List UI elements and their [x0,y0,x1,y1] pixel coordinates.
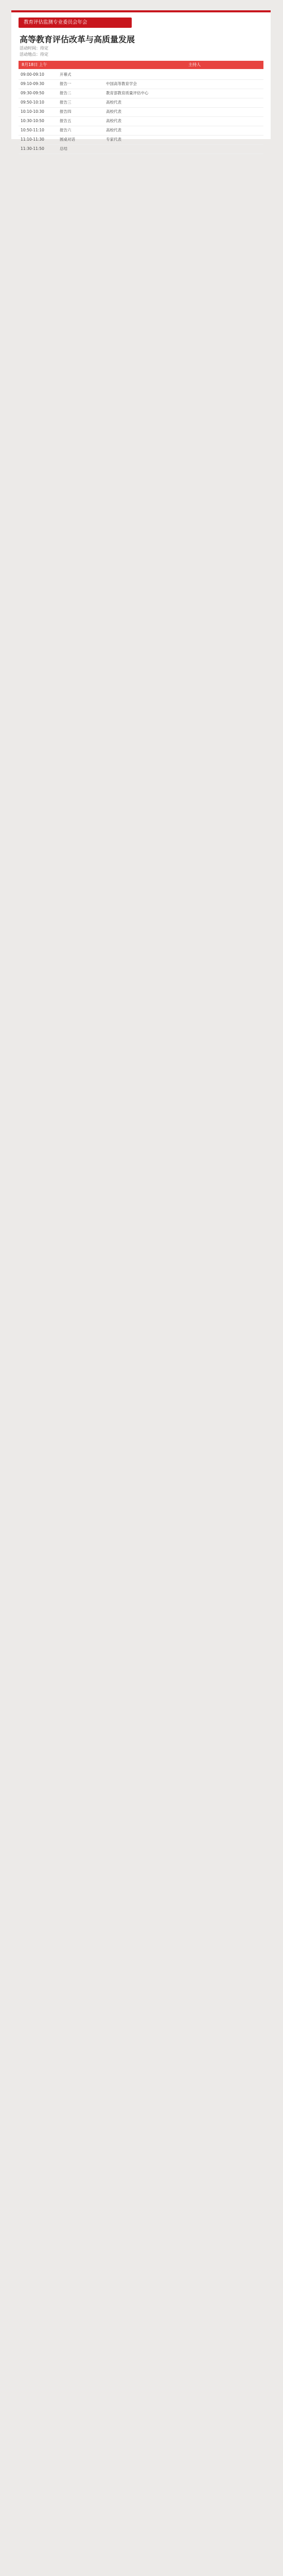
schedule-cell: 教育部教育质量评估中心 [106,91,149,95]
schedule-cell: 09:30-09:50 [21,91,44,95]
schedule-cell: 高校代表 [106,100,121,105]
schedule-cell: 11:30-11:50 [21,146,44,151]
schedule-cell: 圆桌对话 [60,137,75,142]
forum-meta: 活动时间：待定 [20,46,48,50]
schedule-row [19,70,263,80]
schedule-row [19,116,263,126]
schedule-cell: 报告六 [60,128,72,132]
forum-banner: 教育评估监测专业委员会年会 [19,18,132,28]
schedule-cell: 总结 [60,146,67,151]
forum-meta: 活动地点：待定 [20,52,48,57]
schedule-cell: 报告二 [60,91,72,95]
schedule-cell: 高校代表 [106,128,121,132]
schedule-row [19,79,263,89]
schedule-cell: 11:10-11:30 [21,137,44,142]
schedule-cell: 高校代表 [106,109,121,114]
schedule-row [19,98,263,108]
schedule-header-cell: 主持人 [188,62,201,67]
schedule-cell: 专家代表 [106,137,121,142]
schedule-cell: 报告一 [60,81,72,86]
schedule-cell: 高校代表 [106,118,121,123]
schedule-cell: 09:00-09:10 [21,72,44,77]
schedule-header-cell: 8月18日 上午 [22,62,47,67]
schedule-cell: 10:30-10:50 [21,118,44,123]
schedule-cell: 10:10-10:30 [21,109,44,114]
schedule-cell: 中国高等教育学会 [106,81,137,86]
schedule-row [19,126,263,135]
schedule-cell: 09:50-10:10 [21,100,44,105]
schedule-cell: 报告五 [60,118,72,123]
schedule-row [19,135,263,145]
schedule-cell: 10:50-11:10 [21,128,44,132]
schedule-cell: 开幕式 [60,72,72,77]
schedule-cell: 09:10-09:30 [21,81,44,86]
schedule-cell: 报告四 [60,109,72,114]
schedule-row [19,144,263,154]
top-stripe [11,10,271,12]
schedule-header [19,61,263,69]
schedule-row [19,89,263,98]
program-card [11,10,271,151]
schedule-row [19,107,263,117]
forum-title: 高等教育评估改革与高质量发展 [20,35,135,44]
schedule-cell: 报告三 [60,100,72,105]
